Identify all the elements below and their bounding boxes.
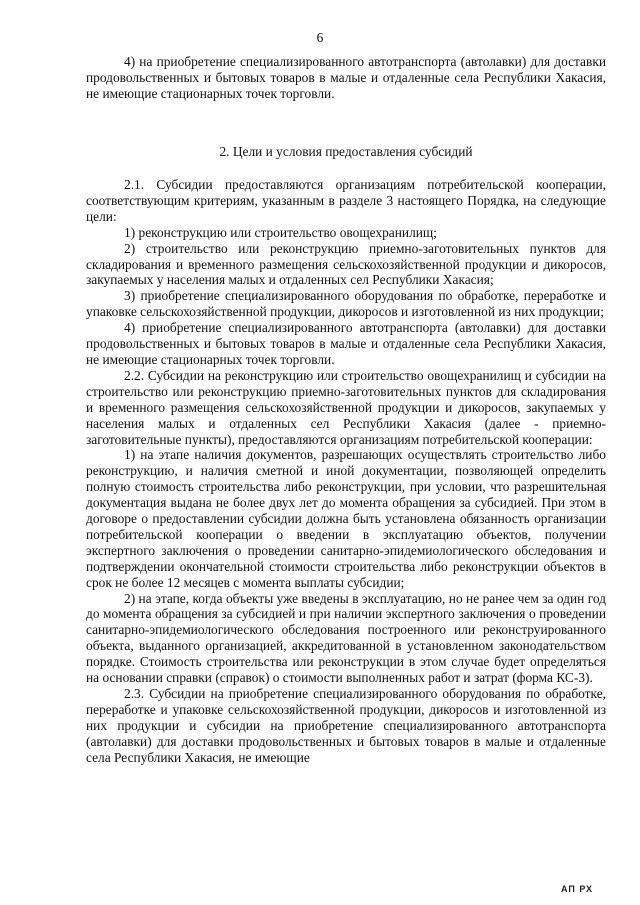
paragraph-2-1: 2.1. Субсидии предоставляются организациям потребительской кооперации, соответствующим критериям, указанным в разделе 3 настоящего Порядка, на следующие цели:: [86, 177, 606, 224]
top-paragraph: 4) на приобретение специализированного автотранспорта (автолавки) для доставки продовольственных и бытовых товаров в малые и отдаленные села Республики Хакасия, не имеющие стационарных точек торговли.: [86, 54, 606, 101]
paragraph-2-2-item-1: 1) на этапе наличия документов, разрешающих осуществлять строительство либо реконструкцию, и наличия сметной и иной документации, позволяющей определить полную стоимость строительства либо реконструкции, при условии, что разрешительная документация выдана не более двух лет до момента обращения за субсидией. При этом в договоре о предоставлении субсидии должна быть установлена обязанность организации потребительской кооперации о введении в эксплуатацию объектов, получении экспертного заключения о проведении санитарно-эпидемиологического обследования и подтверждении окончательной стоимости строительства либо реконструкции объектов в срок не более 12 месяцев с момента выплаты субсидии;: [86, 447, 606, 590]
body-text: [86, 177, 606, 766]
top-paragraph-block: [86, 54, 606, 102]
paragraph-2-2-item-2: 2) на этапе, когда объекты уже введены в эксплуатацию, но не ранее чем за один год до момента обращения за субсидией и при наличии экспертного заключения о проведении санитарно-эпидемиологического обследования построенного или реконструированного объекта, выданного организацией, аккредитованной в установленном законодательством порядке. Стоимость строительства или реконструкции в этом случае будет определяться на основании справки (справок) о стоимости выполненных работ и затрат (форма КС-3).: [86, 590, 606, 686]
paragraph-2-2: 2.2. Субсидии на реконструкцию или строительство овощехранилищ и субсидии на строительство или реконструкцию приемно-заготовительных пунктов для складирования и временного размещения сельскохозяйственной продукции и дикоросов, закупаемых у населения малых и отдаленных сел Республики Хакасия (далее - приемно-заготовительные пункты), предоставляются организациям потребительской кооперации:: [86, 367, 606, 447]
list-item-4: 4) приобретение специализированного автотранспорта (автолавки) для доставки продовольственных и бытовых товаров в малые и отдаленные села Республики Хакасия, не имеющие стационарных точек торговли.: [86, 320, 606, 367]
list-item-1: 1) реконструкцию или строительство овощехранилищ;: [124, 224, 437, 240]
list-item-2: 2) строительство или реконструкцию приемно-заготовительных пунктов для складирования и временного размещения сельскохозяйственной продукции и дикоросов, закупаемых у населения малых и отдаленных сел Республики Хакасия;: [86, 240, 606, 288]
footer-mark: АП РХ: [561, 884, 594, 894]
list-item-3: 3) приобретение специализированного оборудования по обработке, переработке и упаковке сельскохозяйственной продукции, дикоросов и изготовленной из них продукции;: [86, 288, 606, 320]
page-number: 6: [316, 30, 324, 45]
section-heading: 2. Цели и условия предоставления субсидий: [219, 144, 473, 159]
paragraph-2-3: 2.3. Субсидии на приобретение специализированного оборудования по обработке, переработке и упаковке сельскохозяйственной продукции, дикоросов и изготовленной из них продукции и субсидии на приобретение специализированного автотранспорта (автолавки) для доставки продовольственных и бытовых товаров в малые и отдаленные села Республики Хакасия, не имеющие: [86, 686, 606, 765]
